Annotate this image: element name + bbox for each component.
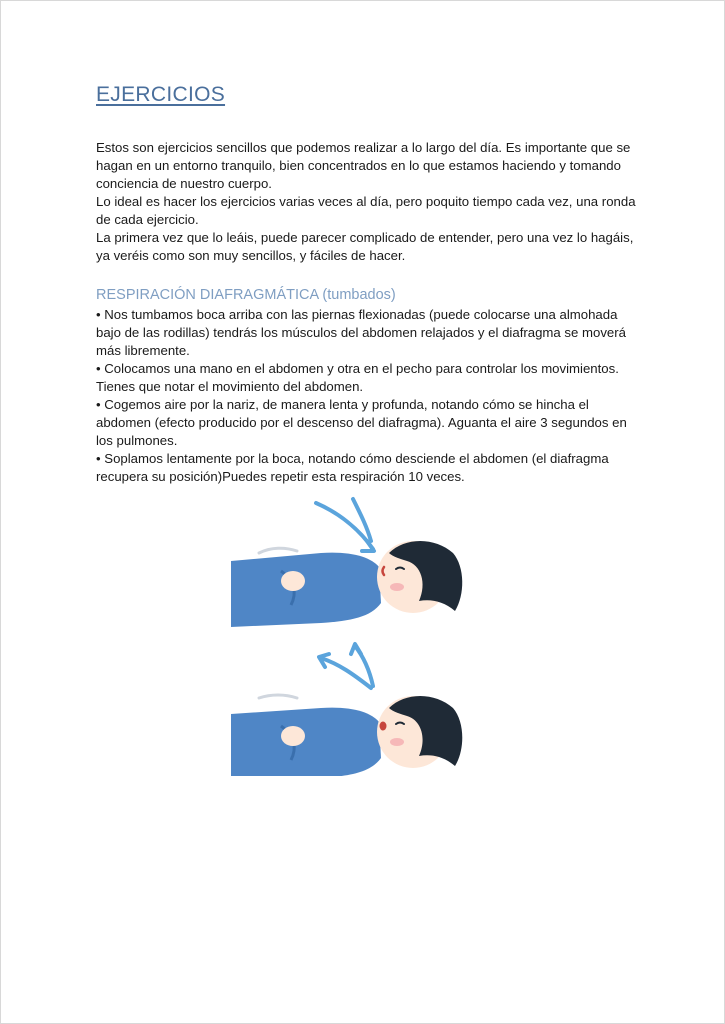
list-item: • Cogemos aire por la nariz, de manera lenta y profunda, notando cómo se hincha el abdomen (efecto producido por el descenso del diafragma). Aguanta el aire 3 segundos en los pulmones. — [96, 397, 627, 448]
list-item: • Nos tumbamos boca arriba con las piernas flexionadas (puede colocarse una almohada bajo de las rodillas) tendrás los músculos del abdomen relajados y el diafragma se moverá más libremente. — [96, 307, 626, 358]
list-item: • Colocamos una mano en el abdomen y otra en el pecho para controlar los movimientos. Tienes que notar el movimiento del abdomen. — [96, 361, 619, 394]
breathing-illustration — [221, 491, 481, 776]
intro-text — [96, 139, 641, 265]
intro-paragraph: Estos son ejercicios sencillos que podemos realizar a lo largo del día. Es importante que se hagan en un entorno tranquilo, bien concentrados en lo que estamos haciendo y tomando conciencia de nuestro cuerpo. — [96, 140, 631, 191]
inhale-person-icon — [231, 499, 462, 627]
page-title: EJERCICIOS — [96, 83, 226, 106]
intro-paragraph: Lo ideal es hacer los ejercicios varias veces al día, pero poquito tiempo cada vez, una ronda de cada ejercicio. — [96, 194, 636, 227]
intro-paragraph: La primera vez que lo leáis, puede parecer complicado de entender, pero una vez lo hagáis, ya veréis como son muy sencillos, y fáciles de hacer. — [96, 230, 634, 263]
section-title: RESPIRACIÓN DIAFRAGMÁTICA (tumbados) — [96, 287, 396, 303]
instruction-list — [96, 306, 641, 486]
exhale-person-icon — [231, 644, 462, 776]
list-item: • Soplamos lentamente por la boca, notando cómo desciende el abdomen (el diafragma recupera su posición)Puedes repetir esta respiración 10 veces. — [96, 451, 609, 484]
